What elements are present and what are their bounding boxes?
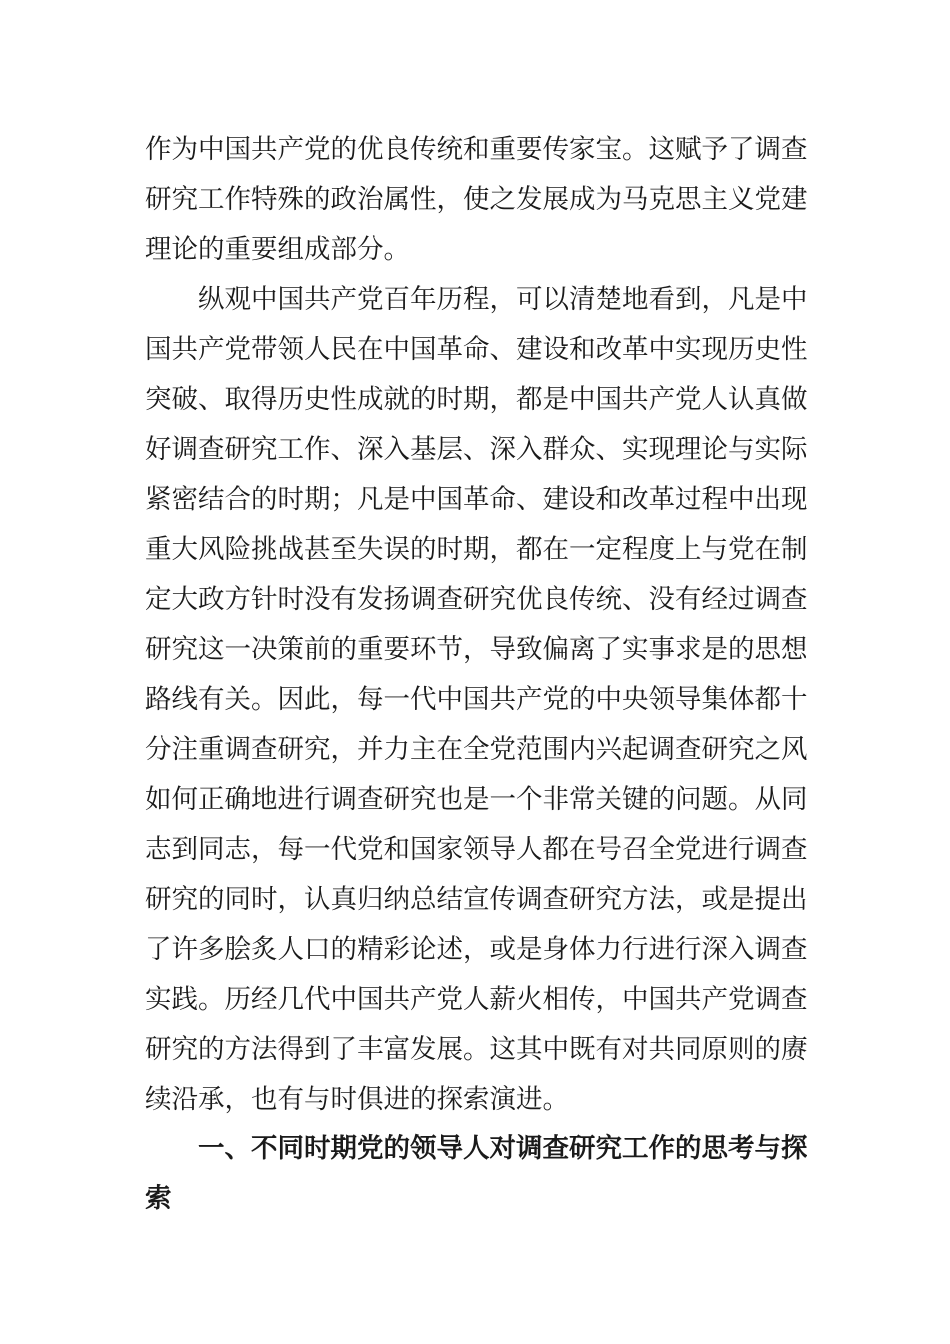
paragraph-1-line-3: 理论的重要组成部分。 bbox=[145, 234, 410, 265]
paragraph-2-line-9: 路线有关。因此，每一代中国共产党的中央领导集体都十 bbox=[145, 684, 807, 715]
paragraph-2-line-7: 定大政方针时没有发扬调查研究优良传统、没有经过调查 bbox=[145, 584, 807, 615]
paragraph-2-line-16: 研究的方法得到了丰富发展。这其中既有对共同原则的赓 bbox=[145, 1034, 807, 1065]
section-heading-line-1: 一、不同时期党的领导人对调查研究工作的思考与探 bbox=[198, 1133, 807, 1164]
paragraph-2-line-1: 纵观中国共产党百年历程，可以清楚地看到，凡是中 bbox=[198, 284, 807, 315]
paragraph-2-line-10: 分注重调查研究，并力主在全党范围内兴起调查研究之风 bbox=[145, 734, 807, 765]
paragraph-2-line-6: 重大风险挑战甚至失误的时期，都在一定程度上与党在制 bbox=[145, 534, 807, 565]
paragraph-2-line-11: 如何正确地进行调查研究也是一个非常关键的问题。从同 bbox=[145, 784, 807, 815]
paragraph-2-line-17: 续沿承，也有与时俱进的探索演进。 bbox=[145, 1084, 569, 1115]
paragraph-2-line-13: 研究的同时，认真归纳总结宣传调查研究方法，或是提出 bbox=[145, 884, 807, 915]
paragraph-2-line-12: 志到同志，每一代党和国家领导人都在号召全党进行调查 bbox=[145, 834, 807, 865]
paragraph-2-line-14: 了许多脍炙人口的精彩论述，或是身体力行进行深入调查 bbox=[145, 934, 807, 965]
section-heading-line-2: 索 bbox=[145, 1183, 172, 1214]
paragraph-1-line-2: 研究工作特殊的政治属性，使之发展成为马克思主义党建 bbox=[145, 184, 807, 215]
paragraph-1-line-1: 作为中国共产党的优良传统和重要传家宝。这赋予了调查 bbox=[145, 134, 807, 165]
paragraph-2-line-15: 实践。历经几代中国共产党人薪火相传，中国共产党调查 bbox=[145, 984, 807, 1015]
paragraph-2-line-2: 国共产党带领人民在中国革命、建设和改革中实现历史性 bbox=[145, 334, 807, 365]
paragraph-2-line-4: 好调查研究工作、深入基层、深入群众、实现理论与实际 bbox=[145, 434, 807, 465]
paragraph-2-line-3: 突破、取得历史性成就的时期，都是中国共产党人认真做 bbox=[145, 384, 807, 415]
paragraph-2-line-5: 紧密结合的时期；凡是中国革命、建设和改革过程中出现 bbox=[145, 484, 807, 515]
paragraph-2-line-8: 研究这一决策前的重要环节，导致偏离了实事求是的思想 bbox=[145, 634, 807, 665]
